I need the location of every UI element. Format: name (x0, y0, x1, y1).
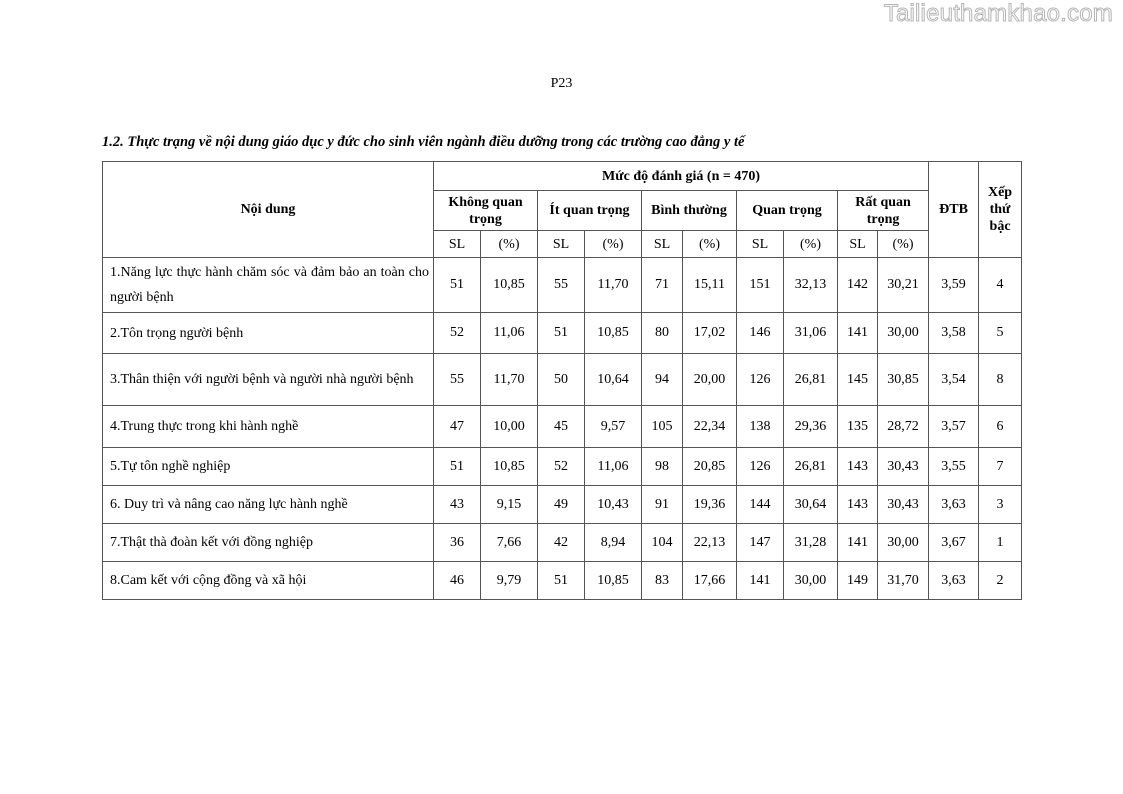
row-content: 8.Cam kết với cộng đồng và xã hội (103, 562, 434, 600)
header-evaluation-group: Mức độ đánh giá (n = 470) (434, 162, 929, 191)
row-value: 143 (838, 448, 878, 486)
header-pct: (%) (784, 231, 838, 258)
row-value: 143 (838, 486, 878, 524)
row-value: 31,06 (784, 313, 838, 354)
row-value: 30,64 (784, 486, 838, 524)
header-level-1: Không quan trọng (434, 191, 538, 231)
row-value: 80 (642, 313, 683, 354)
table-row (103, 258, 1022, 313)
row-value: 5 (979, 313, 1022, 354)
row-value: 26,81 (784, 354, 838, 406)
row-value: 8 (979, 354, 1022, 406)
table-row (103, 406, 1022, 448)
row-value: 126 (737, 354, 784, 406)
header-sl: SL (642, 231, 683, 258)
row-value: 9,79 (481, 562, 538, 600)
row-value: 3,59 (929, 258, 979, 313)
row-value: 31,70 (878, 562, 929, 600)
row-value: 51 (538, 313, 585, 354)
header-pct: (%) (683, 231, 737, 258)
row-value: 11,70 (481, 354, 538, 406)
row-value: 126 (737, 448, 784, 486)
row-value: 91 (642, 486, 683, 524)
row-content: 7.Thật thà đoàn kết với đồng nghiệp (103, 524, 434, 562)
row-value: 20,00 (683, 354, 737, 406)
row-value: 7,66 (481, 524, 538, 562)
header-sl: SL (434, 231, 481, 258)
header-pct: (%) (585, 231, 642, 258)
table-row (103, 486, 1022, 524)
row-value: 10,00 (481, 406, 538, 448)
header-rank: Xếp thứ bậc (979, 162, 1022, 258)
header-sl: SL (538, 231, 585, 258)
row-value: 7 (979, 448, 1022, 486)
row-value: 3,54 (929, 354, 979, 406)
row-value: 3,63 (929, 486, 979, 524)
row-content: 1.Năng lực thực hành chăm sóc và đảm bảo an toàn cho người bệnh (103, 258, 434, 313)
table-row (103, 562, 1022, 600)
row-value: 30,43 (878, 486, 929, 524)
row-value: 4 (979, 258, 1022, 313)
row-value: 19,36 (683, 486, 737, 524)
row-value: 98 (642, 448, 683, 486)
row-value: 45 (538, 406, 585, 448)
header-sl: SL (838, 231, 878, 258)
row-value: 22,34 (683, 406, 737, 448)
row-value: 2 (979, 562, 1022, 600)
row-value: 29,36 (784, 406, 838, 448)
row-value: 9,15 (481, 486, 538, 524)
page-number: P23 (550, 76, 573, 91)
row-value: 8,94 (585, 524, 642, 562)
row-value: 17,66 (683, 562, 737, 600)
row-value: 83 (642, 562, 683, 600)
row-value: 10,64 (585, 354, 642, 406)
row-value: 3,58 (929, 313, 979, 354)
row-value: 10,85 (481, 448, 538, 486)
row-value: 51 (434, 258, 481, 313)
row-value: 30,00 (878, 313, 929, 354)
row-value: 43 (434, 486, 481, 524)
row-value: 28,72 (878, 406, 929, 448)
row-value: 135 (838, 406, 878, 448)
row-value: 20,85 (683, 448, 737, 486)
row-value: 30,43 (878, 448, 929, 486)
row-value: 49 (538, 486, 585, 524)
row-content: 3.Thân thiện với người bệnh và người nhà người bệnh (103, 354, 434, 406)
row-value: 46 (434, 562, 481, 600)
table-row (103, 524, 1022, 562)
row-value: 3,67 (929, 524, 979, 562)
header-level-3: Bình thường (642, 191, 737, 231)
row-value: 3 (979, 486, 1022, 524)
table-row (103, 354, 1022, 406)
header-pct: (%) (481, 231, 538, 258)
row-value: 151 (737, 258, 784, 313)
table-body (103, 258, 1022, 600)
section-title: 1.2. Thực trạng về nội dung giáo dục y đức cho sinh viên ngành điều dưỡng trong các trường cao đẳng y tế (102, 134, 745, 150)
row-value: 10,85 (585, 313, 642, 354)
row-value: 94 (642, 354, 683, 406)
row-value: 10,43 (585, 486, 642, 524)
row-value: 10,85 (481, 258, 538, 313)
header-pct: (%) (878, 231, 929, 258)
row-value: 6 (979, 406, 1022, 448)
row-value: 141 (737, 562, 784, 600)
table-row (103, 313, 1022, 354)
row-value: 52 (434, 313, 481, 354)
header-sl: SL (737, 231, 784, 258)
row-value: 145 (838, 354, 878, 406)
row-value: 138 (737, 406, 784, 448)
header-content: Nội dung (103, 162, 434, 258)
row-value: 55 (538, 258, 585, 313)
row-value: 104 (642, 524, 683, 562)
row-value: 47 (434, 406, 481, 448)
row-content: 2.Tôn trọng người bệnh (103, 313, 434, 354)
row-value: 3,55 (929, 448, 979, 486)
row-content: 6. Duy trì và nâng cao năng lực hành nghề (103, 486, 434, 524)
row-value: 31,28 (784, 524, 838, 562)
table-row (103, 448, 1022, 486)
row-value: 11,06 (481, 313, 538, 354)
row-value: 15,11 (683, 258, 737, 313)
row-value: 22,13 (683, 524, 737, 562)
row-value: 141 (838, 524, 878, 562)
watermark-text: Tailieuthamkhao.com (883, 0, 1113, 27)
row-value: 30,21 (878, 258, 929, 313)
row-value: 52 (538, 448, 585, 486)
row-content: 4.Trung thực trong khi hành nghề (103, 406, 434, 448)
row-value: 10,85 (585, 562, 642, 600)
row-value: 32,13 (784, 258, 838, 313)
row-value: 30,00 (784, 562, 838, 600)
header-dtb: ĐTB (929, 162, 979, 258)
row-value: 3,57 (929, 406, 979, 448)
row-value: 51 (434, 448, 481, 486)
header-level-5: Rất quan trọng (838, 191, 929, 231)
row-value: 1 (979, 524, 1022, 562)
row-value: 36 (434, 524, 481, 562)
row-value: 142 (838, 258, 878, 313)
row-value: 146 (737, 313, 784, 354)
row-value: 30,00 (878, 524, 929, 562)
row-value: 149 (838, 562, 878, 600)
row-value: 55 (434, 354, 481, 406)
row-value: 26,81 (784, 448, 838, 486)
row-value: 105 (642, 406, 683, 448)
row-value: 30,85 (878, 354, 929, 406)
header-level-4: Quan trọng (737, 191, 838, 231)
row-value: 71 (642, 258, 683, 313)
row-value: 147 (737, 524, 784, 562)
row-value: 144 (737, 486, 784, 524)
row-value: 17,02 (683, 313, 737, 354)
row-value: 3,63 (929, 562, 979, 600)
row-value: 50 (538, 354, 585, 406)
row-value: 51 (538, 562, 585, 600)
row-value: 11,06 (585, 448, 642, 486)
header-level-2: Ít quan trọng (538, 191, 642, 231)
survey-table (102, 161, 1022, 600)
row-value: 11,70 (585, 258, 642, 313)
row-value: 42 (538, 524, 585, 562)
row-value: 141 (838, 313, 878, 354)
row-content: 5.Tự tôn nghề nghiệp (103, 448, 434, 486)
row-value: 9,57 (585, 406, 642, 448)
